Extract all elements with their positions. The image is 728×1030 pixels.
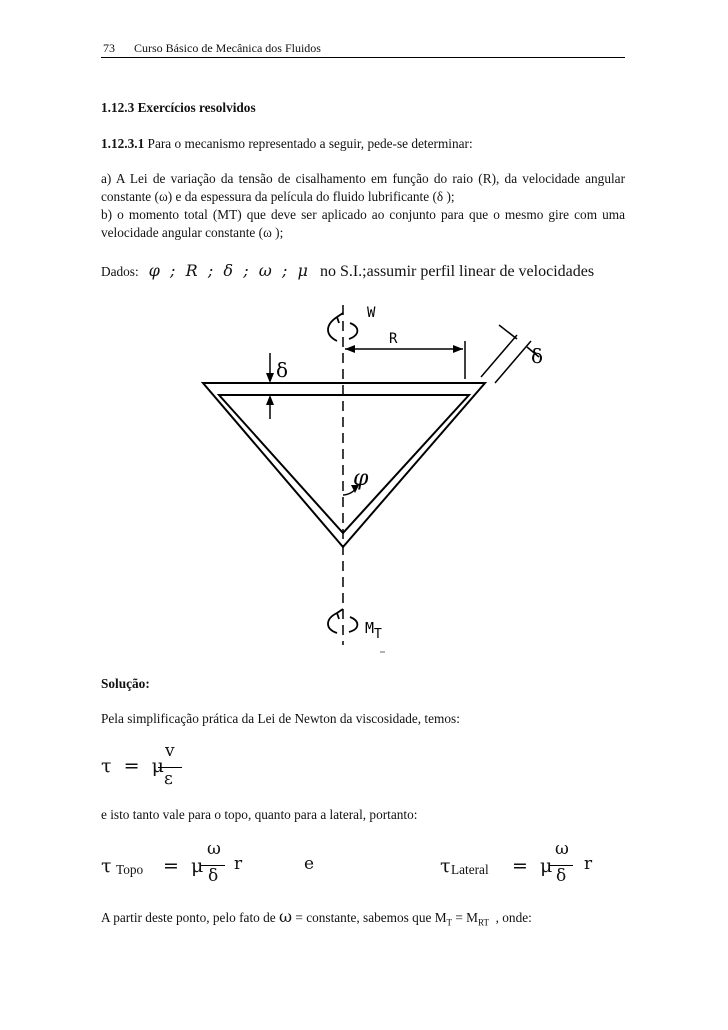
eq3-r: r [584,854,593,874]
eq2-denominator: δ [208,866,219,886]
final-text-4: , onde: [488,910,532,925]
radius-arrow-right-icon [453,345,463,353]
page-number: 73 [103,41,115,55]
delta-right-arrow-line-1 [499,325,517,339]
item-b: b) o momento total (MT) que deve ser aplicado ao conjunto para que o mesmo gire com uma velocidade angular constante (ω ); [101,207,625,240]
final-text-3: = M [452,910,479,925]
label-mt: MT [365,619,382,642]
eq1-lhs: τ = μ [101,755,164,777]
delta-left-arrow-up-icon [266,395,274,405]
radius-arrow-left-icon [345,345,355,353]
final-line [101,907,532,928]
running-header [103,41,321,56]
eq2-eq-mu: = μ [163,855,204,877]
delta-left-arrow-down-icon [266,373,274,383]
eq3-numerator: ω [555,839,569,859]
final-text-2: = constante, sabemos que M [295,910,447,925]
eq3-tau: τ [440,855,451,877]
inner-cone [219,395,469,533]
final-omega: ω [279,907,293,926]
omega-rotation-arc [349,323,357,339]
omega-rotation-arrow-icon [328,313,343,341]
eq2-sub-topo: Topo [116,862,144,877]
final-sub-rt: RT [478,917,489,928]
dados-label: Dados: [101,264,139,279]
eq3-denominator: δ [556,866,567,886]
eq3-eq-mu: = μ [512,855,553,877]
item-a: a) A Lei de variação da tensão de cisalhamento em função do raio (R), da velocidade angular constante (ω) e da espessura da película do fluido lubrificante (δ ); [101,171,625,204]
running-title: Curso Básico de Mecânica dos Fluidos [134,41,321,55]
newton-text: Pela simplificação prática da Lei de Newton da viscosidade, temos: [101,711,460,726]
final-sub-t: T [446,917,453,928]
delta-right-ext-2 [495,341,531,383]
dados-symbols: φ ; R ; δ ; ω ; μ [148,261,308,280]
exercise-intro [101,136,473,152]
cone-figure [155,295,575,655]
final-text-1: A partir deste ponto, pelo fato de [101,910,276,925]
label-r: R [389,331,398,347]
delta-right-ext-1 [481,335,517,377]
both-text: e isto tanto vale para o topo, quanto para a lateral, portanto: [101,807,418,822]
label-delta-right: δ [531,344,544,368]
eq-connector-e: e [304,854,315,874]
eq2-r: r [234,854,243,874]
header-rule [101,57,625,58]
eq3-sub-lateral: Lateral [451,862,489,877]
section-title: 1.12.3 Exercícios resolvidos [101,100,256,115]
outer-cone [203,383,485,547]
label-w: W [367,305,376,321]
eq1-numerator: v [165,741,175,761]
moment-rotation-arc [349,617,357,632]
dados-tail: no S.I.;assumir perfil linear de velocidades [319,263,595,280]
moment-rotation-arrow-icon [328,609,343,633]
exercise-intro-text: Para o mecanismo representado a seguir, pede-se determinar: [147,136,473,151]
eq2-numerator: ω [207,839,221,859]
dados-line [101,261,594,281]
eq2-tau: τ [101,855,112,877]
label-delta-left: δ [276,358,289,382]
eq1-denominator: ε [164,769,173,789]
solution-heading: Solução: [101,676,150,691]
label-phi: φ [353,466,369,491]
eq1-fraction-bar [158,767,182,768]
exercise-number: 1.12.3.1 [101,136,145,151]
